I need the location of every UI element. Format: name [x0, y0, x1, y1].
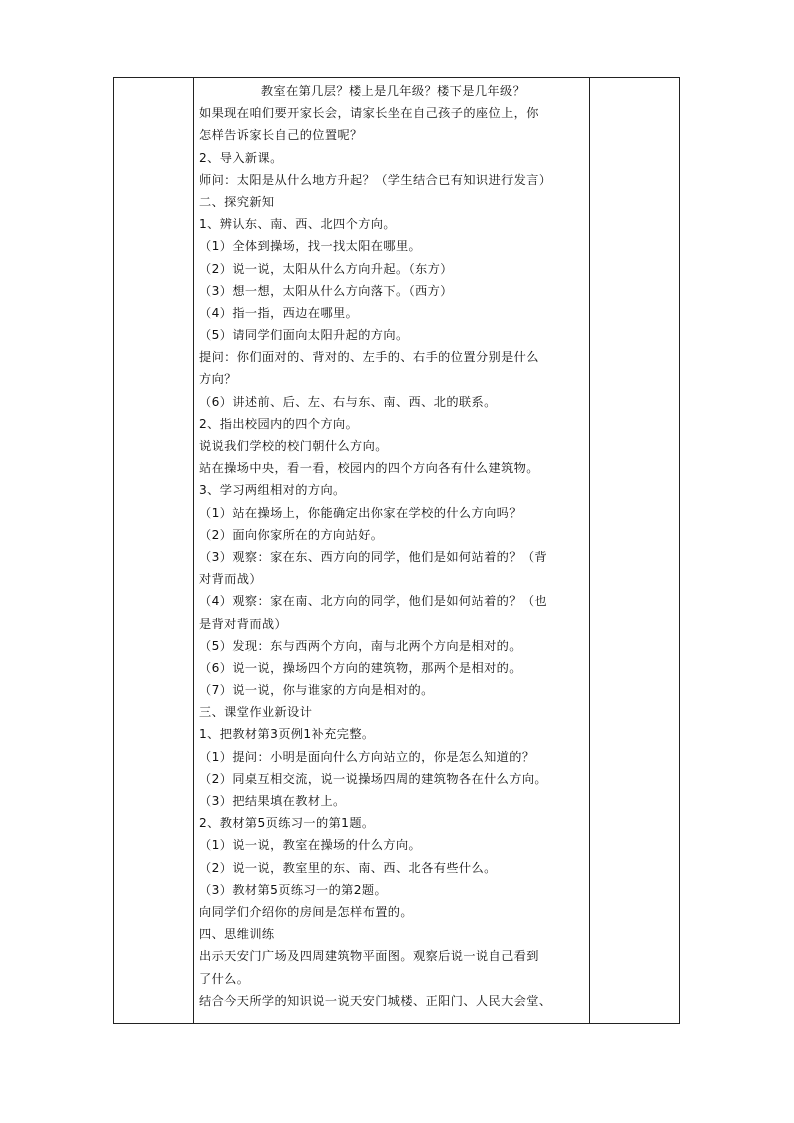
text-line: （7）说一说，你与谁家的方向是相对的。 [199, 683, 434, 698]
text-line: 3、学习两组相对的方向。 [199, 483, 346, 498]
text-line: （1）提问：小明是面向什么方向站立的，你是怎么知道的？ [199, 749, 535, 764]
text-line: （2）说一说，太阳从什么方向升起。（东方） [199, 261, 453, 276]
text-line: 如果现在咱们要开家长会，请家长坐在自己孩子的座位上，你 [199, 106, 539, 121]
text-line: 教室在第几层？楼上是几年级？楼下是几年级？ [260, 84, 526, 98]
text-line: （3）想一想，太阳从什么方向落下。（西方） [199, 283, 453, 298]
text-line: （4）观察：家在南、北方向的同学，他们是如何站着的？（也 [199, 594, 548, 609]
text-line: 2、指出校园内的四个方向。 [199, 416, 359, 431]
text-line: （2）同桌互相交流，说一说操场四周的建筑物各在什么方向。 [199, 771, 548, 786]
text-line: 对背而战） [199, 572, 262, 587]
text-line: （2）面向你家所在的方向站好。 [199, 527, 384, 542]
lesson-content-cell [199, 80, 587, 1012]
text-line: 方向？ [199, 372, 237, 387]
text-line: （6）说一说，操场四个方向的建筑物，那两个是相对的。 [199, 660, 522, 675]
text-line: 提问：你们面对的、背对的、左手的、右手的位置分别是什么 [199, 350, 539, 365]
text-line: （1）说一说，教室在操场的什么方向。 [199, 838, 422, 853]
text-line: 四、思维训练 [199, 927, 275, 942]
text-line: （6）讲述前、后、左、右与东、南、西、北的联系。 [199, 394, 497, 409]
text-line: （4）指一指，西边在哪里。 [199, 305, 359, 320]
text-line: 怎样告诉家长自己的位置呢？ [199, 128, 363, 143]
text-line: 三、课堂作业新设计 [199, 705, 313, 720]
text-line: （3）把结果填在教材上。 [199, 794, 346, 808]
text-line: （3）教材第5页练习一的第2题。 [199, 882, 388, 897]
text-line: 站在操场中央，看一看，校园内的四个方向各有什么建筑物。 [199, 461, 539, 476]
text-line: （1）全体到操场，找一找太阳在哪里。 [199, 239, 422, 254]
text-line: 向同学们介绍你的房间是怎样布置的。 [199, 904, 413, 919]
text-line: 师问：太阳是从什么地方升起？（学生结合已有知识进行发言） [199, 172, 552, 187]
text-line: （1）站在操场上，你能确定出你家在学校的什么方向吗？ [199, 505, 522, 520]
text-line: 出示天安门广场及四周建筑物平面图。观察后说一说自己看到 [199, 949, 539, 964]
table-column-divider-left [193, 78, 194, 1023]
text-line: 2、教材第5页练习一的第1题。 [199, 816, 375, 831]
text-line: 二、探究新知 [199, 194, 275, 209]
lesson-plan-table [113, 77, 680, 1024]
text-line: 结合今天所学的知识说一说天安门城楼、正阳门、人民大会堂、 [199, 993, 552, 1008]
text-line: （3）观察：家在东、西方向的同学，他们是如何站着的？（背 [199, 549, 548, 564]
text-line: 1、把教材第3页例1补充完整。 [199, 727, 375, 742]
text-line: 是背对背而战） [199, 616, 288, 631]
text-line: 了什么。 [199, 971, 250, 986]
table-column-divider-right [589, 78, 590, 1023]
text-line: （5）请同学们面向太阳升起的方向。 [199, 328, 409, 343]
text-line: 1、辨认东、南、西、北四个方向。 [199, 217, 396, 232]
text-line: （2）说一说，教室里的东、南、西、北各有些什么。 [199, 860, 497, 875]
text-line: 2、导入新课。 [199, 150, 283, 165]
text-line: （5）发现：东与西两个方向，南与北两个方向是相对的。 [199, 638, 522, 653]
text-line: 说说我们学校的校门朝什么方向。 [199, 439, 388, 453]
